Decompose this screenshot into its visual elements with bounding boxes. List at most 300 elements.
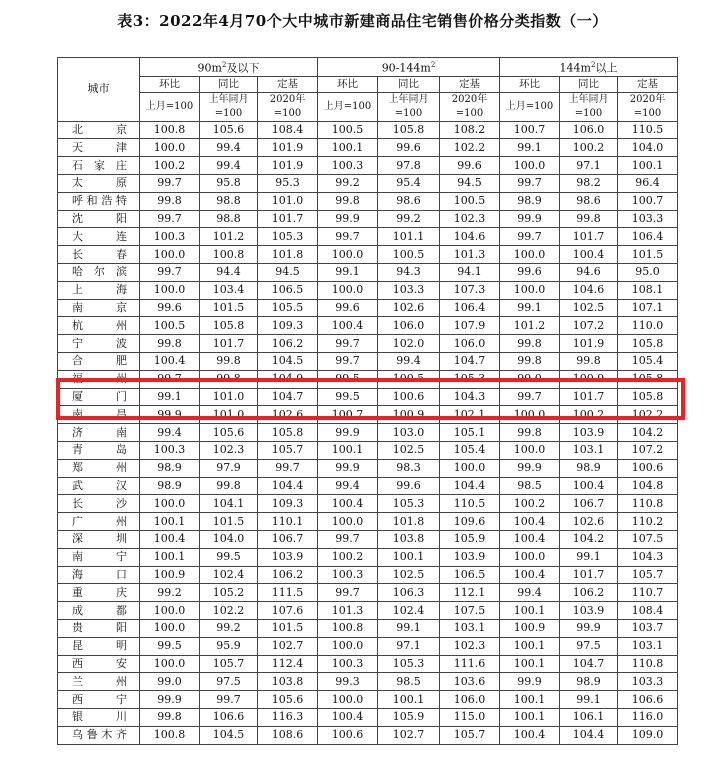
index-value: 103.1 [560,442,618,460]
index-value: 99.8 [560,210,618,228]
index-value: 106.5 [440,566,500,584]
index-value: 101.0 [258,192,318,210]
index-value: 99.4 [378,353,440,371]
index-value: 100.4 [500,566,560,584]
index-value: 99.1 [140,388,200,406]
table-row [58,637,678,655]
table-row [58,192,678,210]
index-value: 99.7 [318,353,378,371]
index-value: 109.3 [258,317,318,335]
city-name: 合肥 [58,353,140,371]
city-name: 长沙 [58,495,140,513]
table-row [58,317,678,335]
table-row [58,121,678,139]
index-value: 103.9 [258,548,318,566]
index-value: 99.6 [378,477,440,495]
index-value: 104.4 [258,477,318,495]
index-value: 99.9 [318,424,378,442]
index-value: 102.1 [440,406,500,424]
table-row [58,691,678,709]
city-name: 济南 [58,424,140,442]
table-row [58,548,678,566]
index-value: 105.9 [378,708,440,726]
index-value: 106.6 [200,708,258,726]
index-value: 100.4 [318,708,378,726]
index-value: 100.1 [318,139,378,157]
index-value: 105.3 [378,495,440,513]
index-value: 98.9 [140,477,200,495]
index-value: 100.0 [318,246,378,264]
index-value: 99.2 [378,210,440,228]
table-row [58,459,678,477]
city-name: 厦门 [58,388,140,406]
index-value: 100.4 [500,726,560,744]
index-value: 99.8 [140,335,200,353]
city-name: 福州 [58,370,140,388]
index-value: 100.0 [500,157,560,175]
table-row [58,210,678,228]
index-value: 99.2 [318,175,378,193]
index-value: 99.8 [500,335,560,353]
city-name: 南昌 [58,406,140,424]
index-value: 110.2 [618,513,678,531]
index-value: 106.4 [440,299,500,317]
index-value: 100.9 [378,406,440,424]
index-value: 100.1 [378,548,440,566]
index-value: 102.4 [200,566,258,584]
sub-header: 定基 [618,76,678,92]
base-header: 上月=100 [318,92,378,121]
sub-header: 环比 [500,76,560,92]
index-value: 105.3 [378,655,440,673]
table-row [58,424,678,442]
index-value: 99.9 [500,210,560,228]
sub-header: 同比 [200,76,258,92]
table-row [58,175,678,193]
index-value: 101.2 [200,228,258,246]
index-value: 109.6 [440,513,500,531]
index-value: 99.7 [200,691,258,709]
index-value: 98.6 [560,192,618,210]
index-value: 100.2 [318,548,378,566]
index-value: 102.5 [378,566,440,584]
index-value: 94.5 [258,264,318,282]
index-value: 101.7 [560,388,618,406]
index-value: 101.5 [200,299,258,317]
index-value: 101.9 [258,139,318,157]
index-value: 99.4 [200,139,258,157]
index-value: 100.0 [140,602,200,620]
city-name: 长春 [58,246,140,264]
index-value: 107.6 [258,602,318,620]
table-row [58,335,678,353]
index-value: 106.0 [440,335,500,353]
sub-header: 同比 [560,76,618,92]
index-value: 100.1 [500,691,560,709]
city-name: 成都 [58,602,140,620]
index-value: 111.5 [258,584,318,602]
index-value: 109.0 [618,726,678,744]
index-value: 101.8 [378,513,440,531]
index-value: 104.7 [560,655,618,673]
index-value: 95.0 [618,264,678,282]
index-value: 105.7 [440,726,500,744]
index-value: 100.6 [618,459,678,477]
index-value: 99.5 [318,388,378,406]
index-value: 108.4 [258,121,318,139]
index-value: 100.5 [318,121,378,139]
index-value: 94.1 [440,264,500,282]
city-name: 哈尔滨 [58,264,140,282]
index-value: 105.4 [618,353,678,371]
index-value: 101.3 [318,602,378,620]
base-header: 2020年=100 [618,92,678,121]
index-value: 99.1 [500,139,560,157]
table-row [58,584,678,602]
city-name: 呼和浩特 [58,192,140,210]
index-value: 104.1 [200,495,258,513]
index-value: 102.4 [378,602,440,620]
index-value: 106.7 [258,530,318,548]
index-value: 101.8 [258,246,318,264]
index-value: 94.5 [440,175,500,193]
index-value: 105.8 [258,424,318,442]
index-value: 106.2 [258,566,318,584]
index-value: 100.1 [318,442,378,460]
index-value: 106.2 [560,584,618,602]
index-value: 105.8 [378,121,440,139]
index-value: 105.3 [258,228,318,246]
table-row [58,157,678,175]
index-value: 95.8 [200,175,258,193]
index-value: 104.7 [440,353,500,371]
index-value: 103.9 [560,424,618,442]
city-name: 兰州 [58,673,140,691]
index-value: 96.4 [618,175,678,193]
index-value: 99.6 [378,139,440,157]
index-value: 104.9 [258,370,318,388]
index-value: 110.5 [440,495,500,513]
table-row [58,299,678,317]
index-value: 98.3 [378,459,440,477]
index-value: 104.6 [560,281,618,299]
table-row [58,477,678,495]
index-value: 102.2 [200,602,258,620]
index-value: 112.1 [440,584,500,602]
index-value: 99.1 [378,619,440,637]
city-column-header: 城市 [58,58,140,122]
sub-header: 定基 [440,76,500,92]
index-value: 110.7 [618,584,678,602]
index-value: 100.3 [318,655,378,673]
index-value: 97.9 [200,459,258,477]
index-value: 99.2 [140,584,200,602]
sub-header: 环比 [318,76,378,92]
index-value: 99.6 [140,299,200,317]
index-value: 101.1 [378,228,440,246]
index-value: 99.8 [200,370,258,388]
index-value: 104.5 [200,726,258,744]
group-header-large: $144m^2$以上 [500,58,678,77]
index-value: 97.5 [560,637,618,655]
index-value: 104.7 [258,388,318,406]
index-value: 99.7 [318,335,378,353]
index-value: 99.7 [500,175,560,193]
index-value: 100.9 [140,566,200,584]
index-value: 101.9 [560,335,618,353]
index-value: 101.7 [560,566,618,584]
index-value: 100.8 [200,246,258,264]
index-value: 99.1 [560,548,618,566]
index-value: 98.9 [500,192,560,210]
index-value: 102.3 [200,442,258,460]
index-value: 99.8 [200,353,258,371]
index-value: 99.0 [500,370,560,388]
index-value: 104.3 [618,548,678,566]
city-name: 西安 [58,655,140,673]
index-value: 100.1 [140,548,200,566]
index-value: 100.2 [500,495,560,513]
index-value: 98.9 [560,459,618,477]
table-row [58,708,678,726]
index-value: 101.7 [560,228,618,246]
index-value: 105.2 [200,584,258,602]
index-value: 107.9 [440,317,500,335]
index-value: 99.8 [500,424,560,442]
index-value: 105.6 [200,121,258,139]
city-name: 杭州 [58,317,140,335]
index-value: 100.6 [318,726,378,744]
city-name: 海口 [58,566,140,584]
city-name: 昆明 [58,637,140,655]
index-value: 100.0 [318,281,378,299]
index-value: 115.0 [440,708,500,726]
city-name: 石家庄 [58,157,140,175]
index-value: 97.1 [378,637,440,655]
index-value: 99.7 [318,584,378,602]
city-name: 上海 [58,281,140,299]
index-value: 103.6 [440,673,500,691]
index-value: 98.2 [560,175,618,193]
index-value: 98.6 [378,192,440,210]
index-value: 100.5 [378,370,440,388]
index-value: 109.3 [258,495,318,513]
index-value: 99.6 [318,299,378,317]
index-value: 112.4 [258,655,318,673]
table-title: 表3：2022年4月70个大中城市新建商品住宅销售价格分类指数（一） [117,12,608,30]
index-value: 99.7 [500,388,560,406]
index-value: 100.3 [140,442,200,460]
index-value: 100.6 [378,388,440,406]
index-value: 99.8 [200,477,258,495]
index-value: 100.0 [500,281,560,299]
index-value: 105.3 [440,370,500,388]
city-name: 银川 [58,708,140,726]
index-value: 100.0 [500,442,560,460]
index-value: 98.9 [140,459,200,477]
sub-header: 环比 [140,76,200,92]
index-value: 101.5 [258,619,318,637]
index-value: 100.1 [618,157,678,175]
index-value: 99.5 [200,548,258,566]
index-value: 105.4 [440,442,500,460]
index-value: 94.6 [560,264,618,282]
base-header: 2020年=100 [258,92,318,121]
index-value: 108.4 [618,602,678,620]
index-value: 99.6 [500,264,560,282]
city-name: 广州 [58,513,140,531]
city-name: 重庆 [58,584,140,602]
city-name: 天津 [58,139,140,157]
city-name: 武汉 [58,477,140,495]
table-row [58,406,678,424]
index-value: 100.4 [560,246,618,264]
index-value: 100.3 [140,228,200,246]
index-value: 99.0 [140,673,200,691]
index-value: 100.0 [500,406,560,424]
index-value: 106.2 [258,335,318,353]
index-value: 107.2 [560,317,618,335]
index-value: 102.6 [258,406,318,424]
index-value: 110.0 [618,317,678,335]
index-value: 99.9 [500,673,560,691]
index-value: 100.0 [318,513,378,531]
price-index-table [57,57,678,745]
index-value: 100.2 [560,139,618,157]
city-name: 南京 [58,299,140,317]
index-value: 100.1 [500,708,560,726]
index-value: 99.5 [140,637,200,655]
index-value: 104.2 [618,424,678,442]
index-value: 99.5 [318,370,378,388]
index-value: 100.4 [500,530,560,548]
index-value: 100.7 [500,121,560,139]
index-value: 99.3 [318,673,378,691]
table-row [58,566,678,584]
index-value: 100.7 [618,192,678,210]
index-value: 100.9 [500,619,560,637]
index-value: 100.0 [140,246,200,264]
index-value: 99.7 [318,530,378,548]
index-value: 99.7 [140,210,200,228]
index-value: 107.3 [440,281,500,299]
table-row [58,246,678,264]
index-value: 100.0 [500,548,560,566]
index-value: 99.7 [500,228,560,246]
index-value: 100.0 [140,655,200,673]
index-value: 100.2 [140,157,200,175]
index-value: 101.0 [200,388,258,406]
index-value: 102.7 [378,726,440,744]
index-value: 104.0 [200,530,258,548]
base-header: 上月=100 [500,92,560,121]
table-row [58,370,678,388]
index-value: 98.8 [200,210,258,228]
index-value: 101.7 [200,335,258,353]
index-value: 100.0 [140,495,200,513]
index-value: 99.9 [140,691,200,709]
index-value: 95.3 [258,175,318,193]
index-value: 104.3 [440,388,500,406]
index-value: 99.9 [318,459,378,477]
index-value: 104.6 [440,228,500,246]
table-row [58,495,678,513]
index-value: 105.5 [258,299,318,317]
index-value: 105.8 [618,370,678,388]
index-value: 108.2 [440,121,500,139]
index-value: 99.4 [200,157,258,175]
index-value: 103.3 [618,673,678,691]
city-name: 深圳 [58,530,140,548]
index-value: 101.2 [500,317,560,335]
table-row [58,513,678,531]
index-value: 100.4 [140,530,200,548]
sub-header: 定基 [258,76,318,92]
index-value: 100.4 [318,317,378,335]
index-value: 100.1 [500,637,560,655]
city-name: 贵阳 [58,619,140,637]
index-value: 94.3 [378,264,440,282]
index-value: 101.5 [618,246,678,264]
index-value: 103.0 [378,424,440,442]
index-value: 95.9 [200,637,258,655]
table-row [58,442,678,460]
index-value: 106.5 [258,281,318,299]
index-value: 105.7 [618,566,678,584]
index-value: 99.9 [140,406,200,424]
index-value: 102.7 [258,637,318,655]
index-value: 94.4 [200,264,258,282]
index-value: 99.7 [140,175,200,193]
index-value: 100.8 [140,121,200,139]
base-header: 上年同月=100 [200,92,258,121]
index-value: 97.8 [378,157,440,175]
base-header: 上年同月=100 [560,92,618,121]
city-name: 南宁 [58,548,140,566]
index-value: 101.7 [258,210,318,228]
index-value: 108.1 [618,281,678,299]
index-value: 100.0 [318,691,378,709]
index-value: 99.1 [560,691,618,709]
table-row [58,228,678,246]
index-value: 100.3 [318,157,378,175]
index-value: 99.1 [500,299,560,317]
index-value: 97.5 [200,673,258,691]
index-value: 100.4 [140,353,200,371]
base-header: 上月=100 [140,92,200,121]
index-value: 101.0 [200,406,258,424]
index-value: 102.0 [378,335,440,353]
index-value: 100.0 [500,246,560,264]
index-value: 102.2 [618,406,678,424]
index-value: 98.5 [378,673,440,691]
index-value: 100.0 [140,281,200,299]
index-value: 99.4 [318,477,378,495]
index-value: 102.5 [560,299,618,317]
table-row [58,673,678,691]
index-value: 99.8 [318,192,378,210]
index-value: 116.3 [258,708,318,726]
index-value: 99.7 [140,370,200,388]
index-value: 99.8 [560,353,618,371]
index-value: 99.8 [140,192,200,210]
index-value: 103.8 [258,673,318,691]
group-header-medium: $90-144m^2$ [318,58,500,77]
index-value: 110.5 [618,121,678,139]
group-header-small: $90m^2$及以下 [140,58,318,77]
index-value: 106.0 [378,317,440,335]
index-value: 102.2 [440,139,500,157]
